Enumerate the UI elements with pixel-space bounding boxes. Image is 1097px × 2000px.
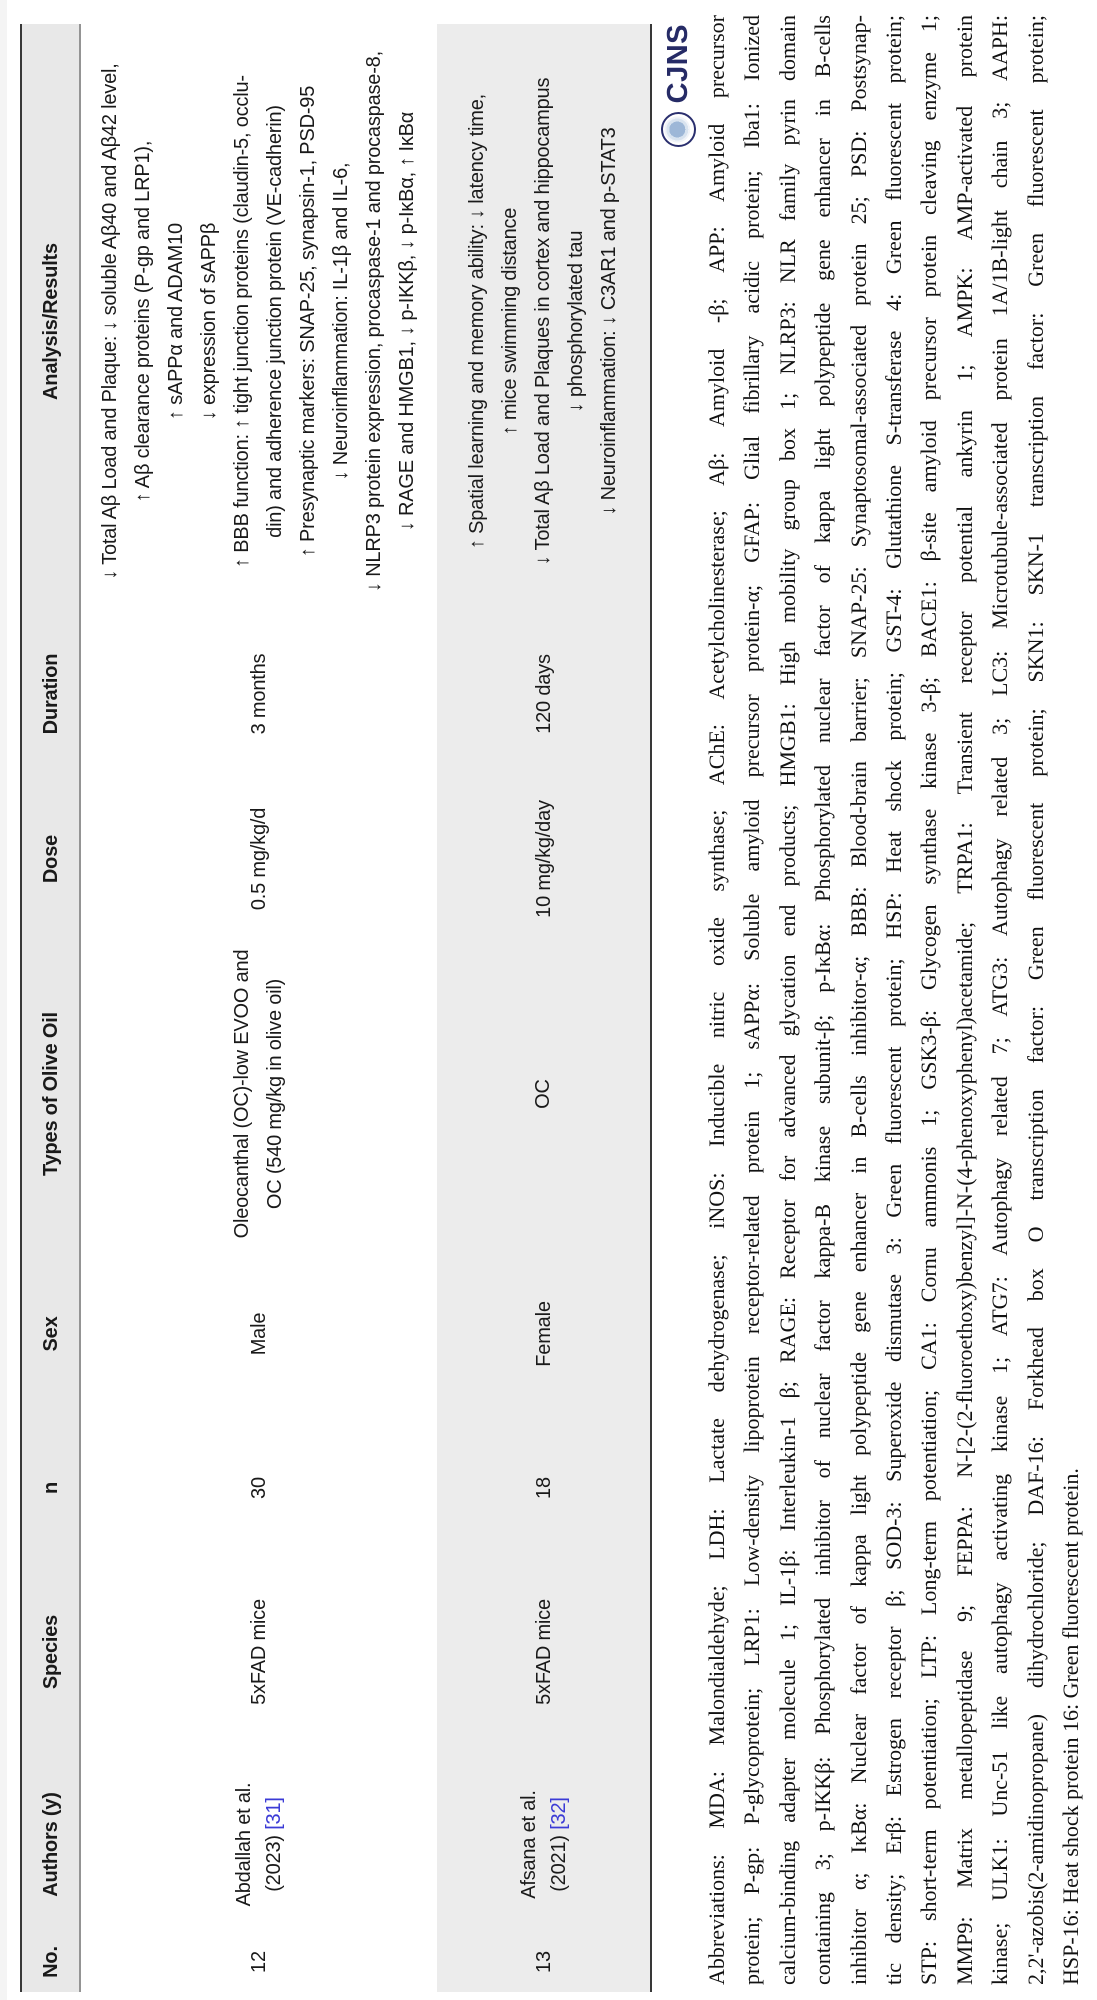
duration-cell: 3 months <box>248 653 270 735</box>
table-bottom-rule <box>650 24 652 1992</box>
species-cell: 5xFAD mice <box>248 1599 270 1705</box>
page-edge-strip <box>0 0 7 2000</box>
authors-cell <box>437 1757 650 1932</box>
abbreviations-footnote: Abbreviations: MDA: Malondialdehyde; LDH: Lactate dehydrogenase; iNOS: Inducible nitric oxide synthase; AChE: Acetylcholinesterase; Aβ: Amyloid -β; APP: Amyloid precursor protein; P-gp: P-glycoprotein; LRP1: Low-density lipoprotein receptor-related protein 1; sAPPα: Soluble amyloid precursor protein-α; GFAP: Glial fibrillary acidic protein; Iba1: Ionized calcium-binding adapter molecule 1; IL-1β: Interleukin-1 β; RAGE: Receptor for advanced glycation end products; HMGB1: High mobility group box 1; NLRP3: NLR family pyrin domain containing 3; p-IKKβ: Phosphorylated inhibitor of nuclear factor kappa-B kinase subunit-β; p-IκBα: Phosphorylated nuclear factor of kappa light polypeptide gene enhancer in B-cells inhibitor α; IκBα: Nuclear factor of kappa light polypeptide gene enhancer in B-cells inhibitor-α; BBB: Blood-brain barrier; SNAP-25: Synaptosomal-associated protein 25; PSD: Postsynap- tic density; Erβ: Estrogen receptor β; SOD-3: Superoxide dismutase 3: Green fluorescent protein; HSP: Heat shock protein; GST-4: Glutathione S-transferase 4: Green fluorescent protein; STP: short-term potentiation; LTP: Long-term potentiation; CA1: Cornu ammonis 1; GSK3-β: Glycogen synthase kinase 3-β; BACE1: β-site amyloid precursor protein cleaving enzyme 1; MMP9: Matrix metallopeptidase 9; FEPPA: N-[2-(2-fluoroethoxy)benzyl]-N-(4-phenoxyphenyl)acetamide; TRPA1: Transient receptor potential ankyrin 1; AMPK: AMP-activated protein kinase; ULK1: Unc-51 like autophagy activating kinase 1; ATG7: Autophagy related 7; ATG3: Autophagy related 3; LC3: Microtubule-associated protein 1A/1B-light chain 3; AAPH: 2,2'-azobis(2-amidinopropane) dihydrochloride; DAF-16: Forkhead box O transcription factor: Green fluorescent protein; SKN1: SKN-1 transcription factor: Green fluorescent protein; HSP-16: Heat shock protein 16: Green fluorescent protein. <box>704 15 1084 1985</box>
study-table <box>20 24 652 1992</box>
table-row <box>437 24 650 1992</box>
header-cell-sex: Sex <box>39 1316 62 1352</box>
analysis-results-cell: ↓ Total Aβ Load and Plaque: ↓ soluble Aβ40 and Aβ42 level, ↑ Aβ clearance proteins (P-gp and LRP1), ↑ sAPPα and ADAM10 ↓ expression of sAPPβ ↑ BBB function: ↑ tight junction proteins (claudin-5, occlu- din) and adherence junction protein (VE-cadherin) ↑ Presynaptic markers: SNAP-25, synapsin-1, PSD-95 ↓ Neuroinflammation: IL-1β and IL-6, ↓ NLRP3 protein expression, procaspase-1 and procaspase-8, ↓ RAGE and HMGB1, ↓ p-IKKβ, ↓ p-IκBα, ↑ IκBα <box>99 51 418 592</box>
header-cell-analysis-results: Analysis/Results <box>39 243 62 400</box>
analysis-results-cell: ↑ Spatial learning and memory ability: ↓ latency time, ↑ mice swimming distance ↓ Total Aβ Load and Plaques in cortex and hippocampus ↓ phosphorylated tau ↓ Neuroinflammation: ↓ C3AR1 and p-STAT3 <box>466 77 620 566</box>
header-cell-n: n <box>39 1481 62 1495</box>
journal-logo <box>656 24 700 147</box>
n-cell: 18 <box>532 1477 555 1499</box>
cjns-wordmark: CJNS <box>661 24 694 104</box>
table-header-row <box>22 24 81 1992</box>
no-cell: 12 <box>248 1951 270 1973</box>
author-year: (2023) <box>263 1835 285 1892</box>
sex-cell: Male <box>248 1312 270 1356</box>
authors-cell <box>81 1757 437 1932</box>
header-cell-dose: Dose <box>39 834 62 884</box>
sex-cell: Female <box>532 1301 555 1367</box>
header-cell-species: Species <box>39 1614 62 1690</box>
author-name: Afsana et al. <box>517 1790 540 1899</box>
author-name: Abdallah et al. <box>233 1782 255 1907</box>
olive-oil-type-cell: Oleocanthal (OC)-low EVOO and OC (540 mg/kg in olive oil) <box>231 949 286 1239</box>
dose-cell: 10 mg/kg/day <box>532 800 555 918</box>
header-cell-no: No. <box>39 1946 62 1978</box>
header-cell-authors: Authors (y) <box>39 1792 62 1897</box>
olive-oil-type-cell: OC <box>532 1079 554 1109</box>
species-cell: 5xFAD mice <box>532 1599 555 1705</box>
no-cell: 13 <box>532 1951 555 1973</box>
header-cell-olive-oil-type: Types of Olive Oil <box>39 1012 62 1176</box>
author-year: (2021) <box>547 1835 570 1892</box>
table-row <box>81 24 437 1992</box>
n-cell: 30 <box>248 1477 270 1499</box>
citation-link[interactable]: [32] <box>547 1797 570 1830</box>
header-cell-duration: Duration <box>39 653 62 735</box>
duration-cell: 120 days <box>532 654 555 734</box>
cjns-medallion-icon <box>661 112 696 147</box>
citation-link[interactable]: [31] <box>263 1797 285 1830</box>
dose-cell: 0.5 mg/kg/d <box>248 807 270 911</box>
